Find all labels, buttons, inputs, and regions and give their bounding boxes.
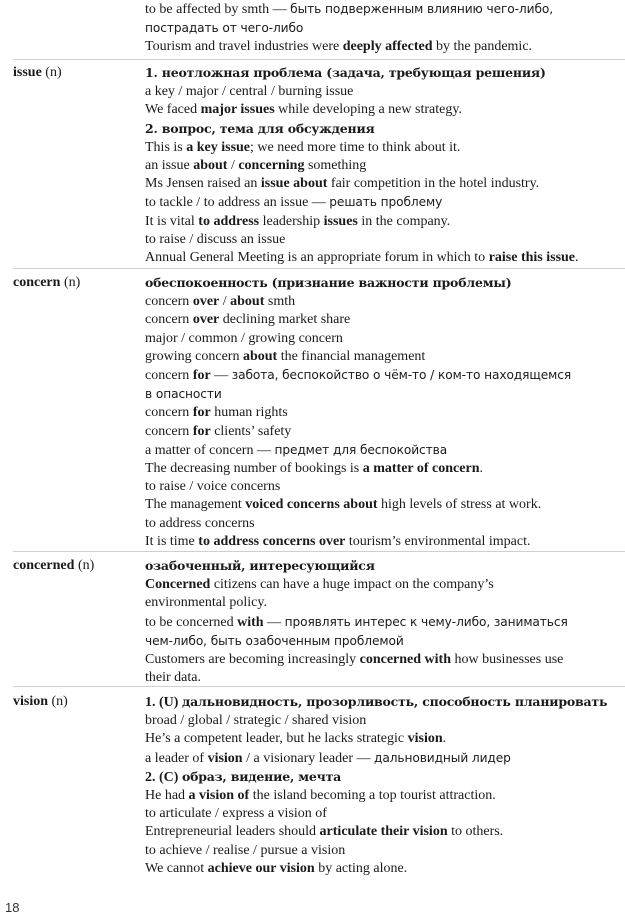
text-run: — [210,368,232,384]
bold-text: issues [323,213,358,229]
definition-line [145,213,623,231]
divider [13,268,625,269]
text-run: tourism’s environmental impact. [345,533,531,549]
bold-text: issue about [260,176,328,192]
text-run: growing concern [145,348,243,364]
divider [13,686,625,687]
bold-text: Concerned [145,577,211,593]
text-run: a key / major / central / burning issue [145,84,354,100]
definitions-concerned [145,557,623,687]
definition-line [145,478,623,496]
definition-line [145,496,623,514]
definition-line [145,805,623,823]
part-of-speech: (n) [48,694,68,709]
text-run: We faced [145,102,201,118]
text-run: citizens can have a huge impact on the company’s [210,577,494,593]
definitions-issue [145,64,623,267]
definition-line [145,860,623,878]
text-run: It is time [145,533,199,549]
bold-text: образ, видение, мечта [181,768,342,784]
text-run: human rights [210,405,288,421]
text-run: проявлять интерес к чему-либо, заниматься [284,614,568,629]
definition-line [145,823,623,841]
definition-line [145,669,623,687]
bold-text: 1. неотложная проблема (задача, требующая решения) [145,65,546,80]
headword: issue [13,65,42,80]
bold-text: дальновидность, прозорливость, способность планировать [181,694,608,709]
bold-text: achieve our vision [207,860,315,876]
bold-text: to address concerns over [198,533,346,549]
definition-line [145,348,623,366]
text-run: to achieve / realise / pursue a vision [145,842,346,858]
definitions-concern [145,274,623,551]
text-run: the island becoming a top tourist attraction. [249,788,496,804]
text-run: high levels of stress at work. [377,497,542,513]
divider [13,59,625,60]
text-run: in the company. [357,213,451,229]
definition-line [145,693,623,712]
part-of-speech: (n) [41,65,62,80]
text-run: пострадать от чего-либо [145,21,304,36]
text-run: to be concerned [145,614,238,630]
divider [13,551,625,552]
bold-text: 1. (U) [145,695,182,710]
text-run: smth [264,294,296,310]
definition-line [145,311,623,329]
text-run: быть подверженным влиянию чего-либо, [290,2,553,16]
text-run: It is vital [145,213,199,229]
text-run: The decreasing number of bookings is [145,461,363,477]
text-run: . [575,250,579,266]
text-run: The management [145,497,246,513]
text-run: He’s a competent leader, but he lacks strategic [145,731,408,747]
bold-text: озабоченный, интересующийся [145,558,375,573]
bold-text: about [230,294,265,310]
definition-line [145,0,623,19]
headword-concern [13,274,80,292]
definition-line [145,460,623,478]
text-run: a leader of [145,750,208,766]
bold-text: 2. вопрос, тема для обсуждения [145,120,375,136]
bold-text: over [192,312,220,328]
text-run: Tourism and travel industries were [145,39,343,55]
definition-line [145,274,623,293]
definition-line [145,423,623,441]
text-run: чем-либо, быть озабоченным проблемой [145,633,404,648]
definition-line [145,157,623,175]
bold-text: обеспокоенность (признание важности проблемы) [145,275,512,290]
bold-text: for [192,423,211,439]
text-run: an issue [145,158,194,174]
definition-line [145,366,623,385]
text-run: fair competition in the hotel industry. [327,176,540,192]
text-run: в опасности [145,387,222,402]
text-run: major / common / growing concern [145,330,343,346]
definition-line [145,749,623,768]
bold-text: concerning [238,158,305,174]
text-run: Annual General Meeting is an appropriate forum in which to [145,250,489,266]
text-run: concern [145,405,193,421]
definition-line [145,139,623,157]
definition-line [145,19,623,38]
text-run: . [479,461,483,477]
definition-line [145,175,623,193]
bold-text: 2. (C) [145,769,182,785]
definition-line [145,330,623,348]
part-of-speech: (n) [60,275,81,290]
bold-text: to address [198,213,260,229]
text-run: how businesses use [451,652,564,668]
definition-line [145,730,623,748]
text-run: решать проблему [329,195,443,210]
headword: vision [13,694,49,709]
definition-line [145,515,623,533]
headword: concern [13,275,61,290]
definition-line [145,576,623,594]
bold-text: concerned with [359,652,451,668]
text-run: предмет для беспокойства [274,442,448,457]
text-run: concern [145,294,193,310]
text-run: Ms Jensen raised an [145,176,261,192]
text-run: to others. [447,824,504,840]
bold-text: voiced concerns about [245,497,378,513]
headword: concerned [13,558,75,573]
text-run: environmental policy. [145,595,267,611]
text-run: Entrepreneurial leaders should [145,824,320,840]
definitions-vision [145,693,623,878]
definition-line [145,293,623,311]
definition-line [145,787,623,805]
text-run: to raise / discuss an issue [145,231,286,247]
definition-line [145,632,623,651]
bold-text: a vision of [188,788,250,804]
headword-concerned [13,557,94,575]
bold-text: vision [207,750,243,766]
text-run: to address concerns [145,515,255,531]
bold-text: over [192,294,220,310]
bold-text: for [192,368,211,384]
bold-text: articulate their vision [319,824,448,840]
text-run: to raise / voice concerns [145,479,281,495]
text-run: / a visionary leader — [242,750,374,766]
text-run: We cannot [145,860,208,876]
definition-line [145,249,623,267]
definition-line [145,231,623,249]
text-run: He had [145,788,189,804]
definition-line [145,842,623,860]
bold-text: about [242,348,278,364]
headword-issue [13,64,62,82]
headword-vision [13,693,68,711]
bold-text: with [237,614,264,630]
definition-line [145,651,623,669]
definition-line [145,533,623,551]
text-run: concern [145,423,193,439]
definition-line [145,441,623,460]
definition-line [145,404,623,422]
bold-text: a key issue [186,139,251,155]
text-run: by acting alone. [314,860,408,876]
definition-line [145,385,623,404]
text-run: something [304,158,367,174]
text-run: . [442,731,447,747]
text-run: Customers are becoming increasingly [145,652,360,668]
definition-line [145,64,623,83]
definition-line [145,193,623,212]
text-run: concern [145,368,193,384]
bold-text: a matter of concern [362,461,480,477]
text-run: / [227,158,239,174]
text-run: to be affected by smth — [145,2,291,17]
definition-line [145,38,623,56]
page-number: 18 [5,900,20,915]
text-run: ; we need more time to think about it. [250,139,461,155]
definition-line [145,120,623,139]
text-run: a matter of concern — [145,442,275,458]
bold-text: for [192,405,211,421]
text-run: by the pandemic. [432,39,533,55]
definition-line [145,594,623,612]
text-run: clients’ safety [210,423,292,439]
definition-line [145,101,623,119]
text-run: leadership [259,213,324,229]
text-run: This is [145,139,187,155]
text-run: / [219,294,231,310]
definition-line [145,613,623,632]
text-run: to tackle / to address an issue — [145,195,330,211]
definition-line [145,557,623,576]
text-run: the financial management [277,348,426,364]
text-run: broad / global / strategic / shared vision [145,713,367,729]
text-run: while developing a new strategy. [274,102,462,118]
text-run: concern [145,312,193,328]
bold-text: about [193,158,228,174]
text-run: забота, беспокойство о чём-то / ком-то находящемся [231,368,572,383]
text-run: to articulate / express a vision of [145,806,327,822]
part-of-speech: (n) [74,558,95,573]
text-run: дальновидный лидер [374,750,511,765]
bold-text: major issues [200,102,275,118]
definition-line [145,83,623,101]
definition-line [145,768,623,787]
text-run: their data. [145,670,201,686]
text-run: declining market share [219,312,351,328]
bold-text: vision [407,731,443,747]
definition-line [145,712,623,730]
text-run: — [263,614,285,630]
bold-text: raise this issue [488,250,576,266]
intro-definitions [145,0,623,57]
bold-text: deeply affected [342,39,433,55]
